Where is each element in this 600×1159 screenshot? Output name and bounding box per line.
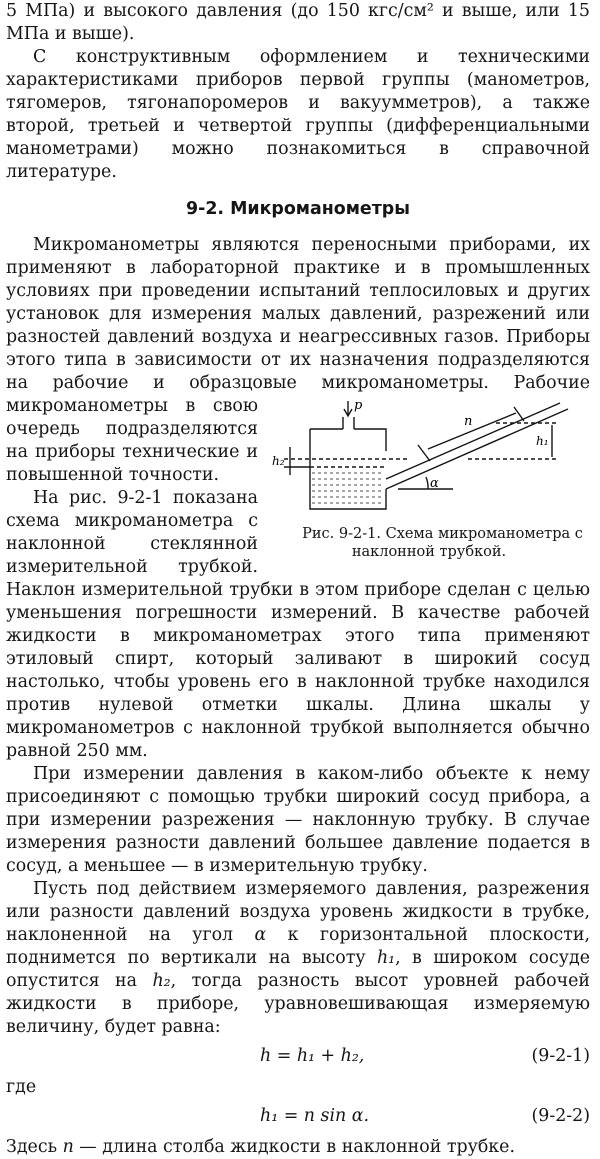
symbol-alpha: α: [254, 925, 267, 945]
paragraph-inclined-tube: На рис. 9-2-1 показана схема микроманометра с наклонной стеклянной измерительной трубкой. Наклон измерительной трубки в этом приборе сделан с целью уменьшения погрешности измерений. В качестве рабочей жидкости в микроманометрах этого типа применяют этиловый спирт, который заливают в широкий сосуд настолько, чтобы уровень его в наклонной трубке находился против нулевой отметки шкалы. Длина шкалы у микроманометров с наклонной трубкой выполняется обычно равной 250 мм.: [6, 488, 590, 761]
where-label: где: [6, 1077, 37, 1097]
symbol-n: n: [62, 1137, 74, 1157]
paragraph-level-change: [6, 878, 590, 1039]
paragraph-connection: При измерении давления в каком-либо объекте к нему присоединяют с помощью трубки широкий сосуд прибора, а при измерении разрежения — наклонную трубку. В случае измерения разности давлений большее давление подается в сосуд, а меньшее — в измерительную трубку.: [6, 764, 590, 876]
symbol-h2: h₂: [152, 971, 171, 991]
figure-micromanometer: [268, 399, 590, 561]
paragraph-definition-n: [6, 1136, 590, 1159]
inlet-pipe: [343, 417, 354, 429]
definition-text-1: Здесь: [6, 1137, 63, 1157]
paragraph-micromanometers-head: Микроманометры являются переносными приборами, их применяют в лабораторной практике и в промышленных условиях при проведении испытаний теплосиловых и других установок для измерения малых давлений, разрежений или разностей давлений воздуха и неагрессивных газов. Приборы этого типа в зависимости от их назначения подразделяются на рабочие и образцовые микроманометры.: [6, 235, 590, 393]
symbol-h1: h₁: [376, 948, 396, 968]
paragraph-references: С конструктивным оформлением и техническими характеристиками приборов первой группы (манометров, тягомеров, тягонапоромеров и вакуумметров), а также второй, третьей и четвертой группы (дифференциальными манометрами) можно познакомиться в справочной литературе.: [6, 47, 590, 182]
level-text-3: , в широком сосуде опустится на: [6, 948, 590, 991]
paragraph-intro: 5 МПа) и высокого давления (до 150 кгс/см² и выше, или 15 МПа и выше).: [6, 1, 590, 44]
paragraph-micromanometers: [6, 234, 590, 560]
equation-9-2-2: [6, 1105, 590, 1130]
equation-9-2-2-body: h₁ = n sin α.: [260, 1106, 370, 1126]
equation-9-2-1-number: (9-2-1): [531, 1046, 590, 1066]
definition-text-2: — длина столба жидкости в наклонной трубке.: [73, 1137, 516, 1157]
section-title: 9-2. Микроманометры: [186, 199, 410, 219]
figure-caption: Рис. 9-2-1. Схема микроманометра с наклонной трубкой.: [302, 526, 583, 560]
level-text-4: , тогда разность высот уровней рабочей жидкости в приборе, уравновешивающая измеряемую величину, будет равна:: [6, 971, 590, 1037]
equation-9-2-1-body: h = h₁ + h₂,: [260, 1046, 365, 1066]
label-alpha: α: [430, 476, 439, 491]
equation-9-2-2-number: (9-2-2): [531, 1106, 590, 1126]
alpha-arc: [426, 477, 428, 489]
level-text-1: Пусть под действием измеряемого давления, разрежения или разности давлений воздуха уровень жидкости в трубке, наклоненной на угол: [6, 879, 590, 945]
tube-upper-wall: [386, 403, 560, 479]
vessel-top: [310, 429, 386, 451]
liquid-hatching: [312, 473, 384, 503]
label-p: p: [354, 399, 363, 413]
label-h2: h₂: [272, 454, 285, 468]
equation-9-2-1: [6, 1045, 590, 1070]
label-n: n: [464, 414, 473, 429]
label-h1: h₁: [536, 434, 549, 448]
level-text-2: к горизонтальной плоскости, поднимется по вертикали на высоту: [6, 925, 590, 968]
tube-lower-wall: [386, 409, 568, 489]
paragraph-micromanometers-tail: Рабочие микроманометры в свою очередь подразделяются на приборы технические и повышенной точности.: [6, 373, 590, 485]
micromanometer-diagram: [268, 399, 590, 523]
